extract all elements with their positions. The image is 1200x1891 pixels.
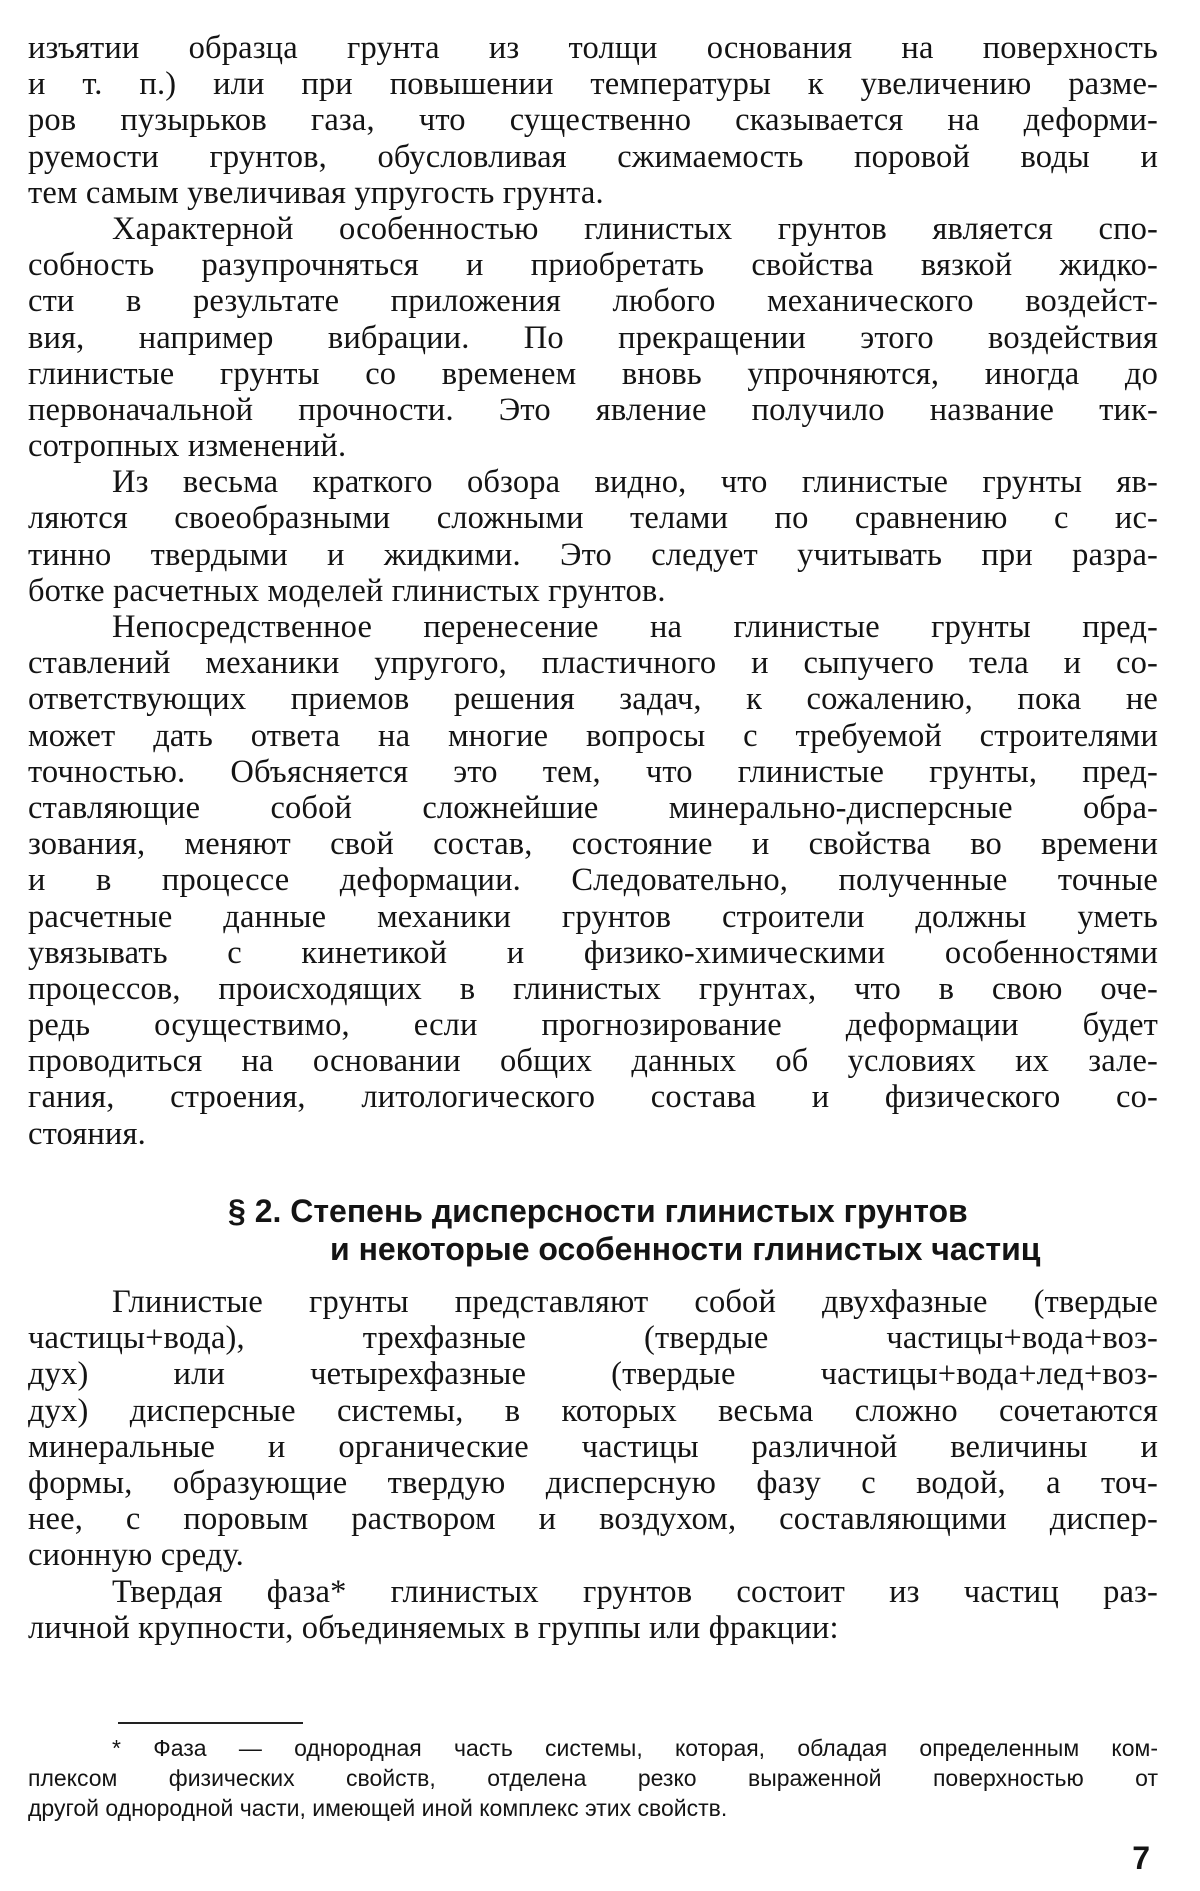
text-line: ров пузырьков газа, что существенно сказывается на деформи- bbox=[28, 102, 1158, 139]
text-line: частицы+вода), трехфазные (твердые частицы+вода+воз- bbox=[28, 1320, 1158, 1357]
text-line: сионную среду. bbox=[28, 1537, 244, 1574]
section-heading-line-2: и некоторые особенности глинистых частиц bbox=[330, 1231, 1041, 1267]
text-line: увязывать с кинетикой и физико-химическими особенностями bbox=[28, 934, 1158, 971]
text-line: ляются своеобразными сложными телами по сравнению с ис- bbox=[28, 500, 1158, 537]
text-line: руемости грунтов, обусловливая сжимаемость поровой воды и bbox=[28, 138, 1158, 175]
text-line: собность разупрочняться и приобретать свойства вязкой жидко- bbox=[28, 247, 1158, 284]
paragraph-first-line: Из весьма краткого обзора видно, что глинистые грунты яв- bbox=[112, 464, 1158, 501]
text-line: может дать ответа на многие вопросы с требуемой строителями bbox=[28, 717, 1158, 754]
text-line: вия, например вибрации. По прекращении этого воздействия bbox=[28, 319, 1158, 356]
text-line: зования, меняют свой состав, состояние и свойства во времени bbox=[28, 826, 1158, 863]
text-line: сотропных изменений. bbox=[28, 428, 347, 465]
text-line: гания, строения, литологического состава и физического со- bbox=[28, 1079, 1158, 1116]
text-line: ставлений механики упругого, пластичного и сыпучего тела и со- bbox=[28, 645, 1158, 682]
text-line: личной крупности, объединяемых в группы или фракции: bbox=[28, 1609, 839, 1646]
footnote-line: другой однородной части, имеющей иной комплекс этих свойств. bbox=[28, 1795, 728, 1821]
text-line: проводиться на основании общих данных об условиях их зале- bbox=[28, 1043, 1158, 1080]
text-line: формы, образующие твердую дисперсную фазу с водой, а точ- bbox=[28, 1464, 1158, 1501]
text-line: точностью. Объясняется это тем, что глинистые грунты, пред- bbox=[28, 753, 1158, 790]
text-line: дух) дисперсные системы, в которых весьма сложно сочетаются bbox=[28, 1392, 1158, 1429]
text-line: дух) или четырехфазные (твердые частицы+вода+лед+воз- bbox=[28, 1356, 1158, 1393]
text-line: ставляющие собой сложнейшие минерально-дисперсные обра- bbox=[28, 789, 1158, 826]
text-line: тем самым увеличивая упругость грунта. bbox=[28, 174, 604, 211]
footnote bbox=[28, 1733, 1158, 1823]
text-line: тинно твердыми и жидкими. Это следует учитывать при разра- bbox=[28, 536, 1158, 573]
text-line: процессов, происходящих в глинистых грунтах, что в свою оче- bbox=[28, 970, 1158, 1007]
page-number: 7 bbox=[1132, 1840, 1150, 1876]
text-line: минеральные и органические частицы различной величины и bbox=[28, 1428, 1158, 1465]
text-line: и т. п.) или при повышении температуры к увеличению разме- bbox=[28, 66, 1158, 103]
text-line: сти в результате приложения любого механического воздейст- bbox=[28, 283, 1158, 320]
text-line: и в процессе деформации. Следовательно, полученные точные bbox=[28, 862, 1158, 899]
paragraph-first-line: Твердая фаза* глинистых грунтов состоит из частиц раз- bbox=[112, 1573, 1158, 1610]
footnote-line: * Фаза — однородная часть системы, которая, обладая определенным ком- bbox=[112, 1735, 1158, 1761]
text-line: ответствующих приемов решения задач, к сожалению, пока не bbox=[28, 681, 1158, 718]
text-line: первоначальной прочности. Это явление получило название тик- bbox=[28, 391, 1158, 428]
text-line: ботке расчетных моделей глинистых грунтов. bbox=[28, 572, 666, 609]
text-line: изъятии образца грунта из толщи основания на поверхность bbox=[28, 30, 1158, 66]
body-text-top bbox=[28, 30, 1158, 1152]
text-line: стояния. bbox=[28, 1115, 146, 1152]
text-line: глинистые грунты со временем вновь упрочняются, иногда до bbox=[28, 355, 1158, 392]
paragraph-first-line: Глинистые грунты представляют собой двухфазные (твердые bbox=[112, 1284, 1158, 1320]
text-line: расчетные данные механики грунтов строители должны уметь bbox=[28, 898, 1158, 935]
paragraph-first-line: Характерной особенностью глинистых грунтов является спо- bbox=[112, 210, 1158, 247]
footnote-line: плексом физических свойств, отделена резко выраженной поверхностью от bbox=[28, 1765, 1158, 1791]
paragraph-first-line: Непосредственное перенесение на глинистые грунты пред- bbox=[112, 609, 1158, 645]
section-heading bbox=[0, 1192, 1200, 1272]
section-heading-line-1: § 2. Степень дисперсности глинистых грунтов bbox=[228, 1193, 968, 1229]
text-line: редь осуществимо, если прогнозирование деформации будет bbox=[28, 1007, 1158, 1044]
footnote-separator bbox=[118, 1722, 303, 1724]
body-text-bottom bbox=[28, 1284, 1158, 1646]
text-line: нее, с поровым раствором и воздухом, составляющими диспер- bbox=[28, 1501, 1158, 1538]
